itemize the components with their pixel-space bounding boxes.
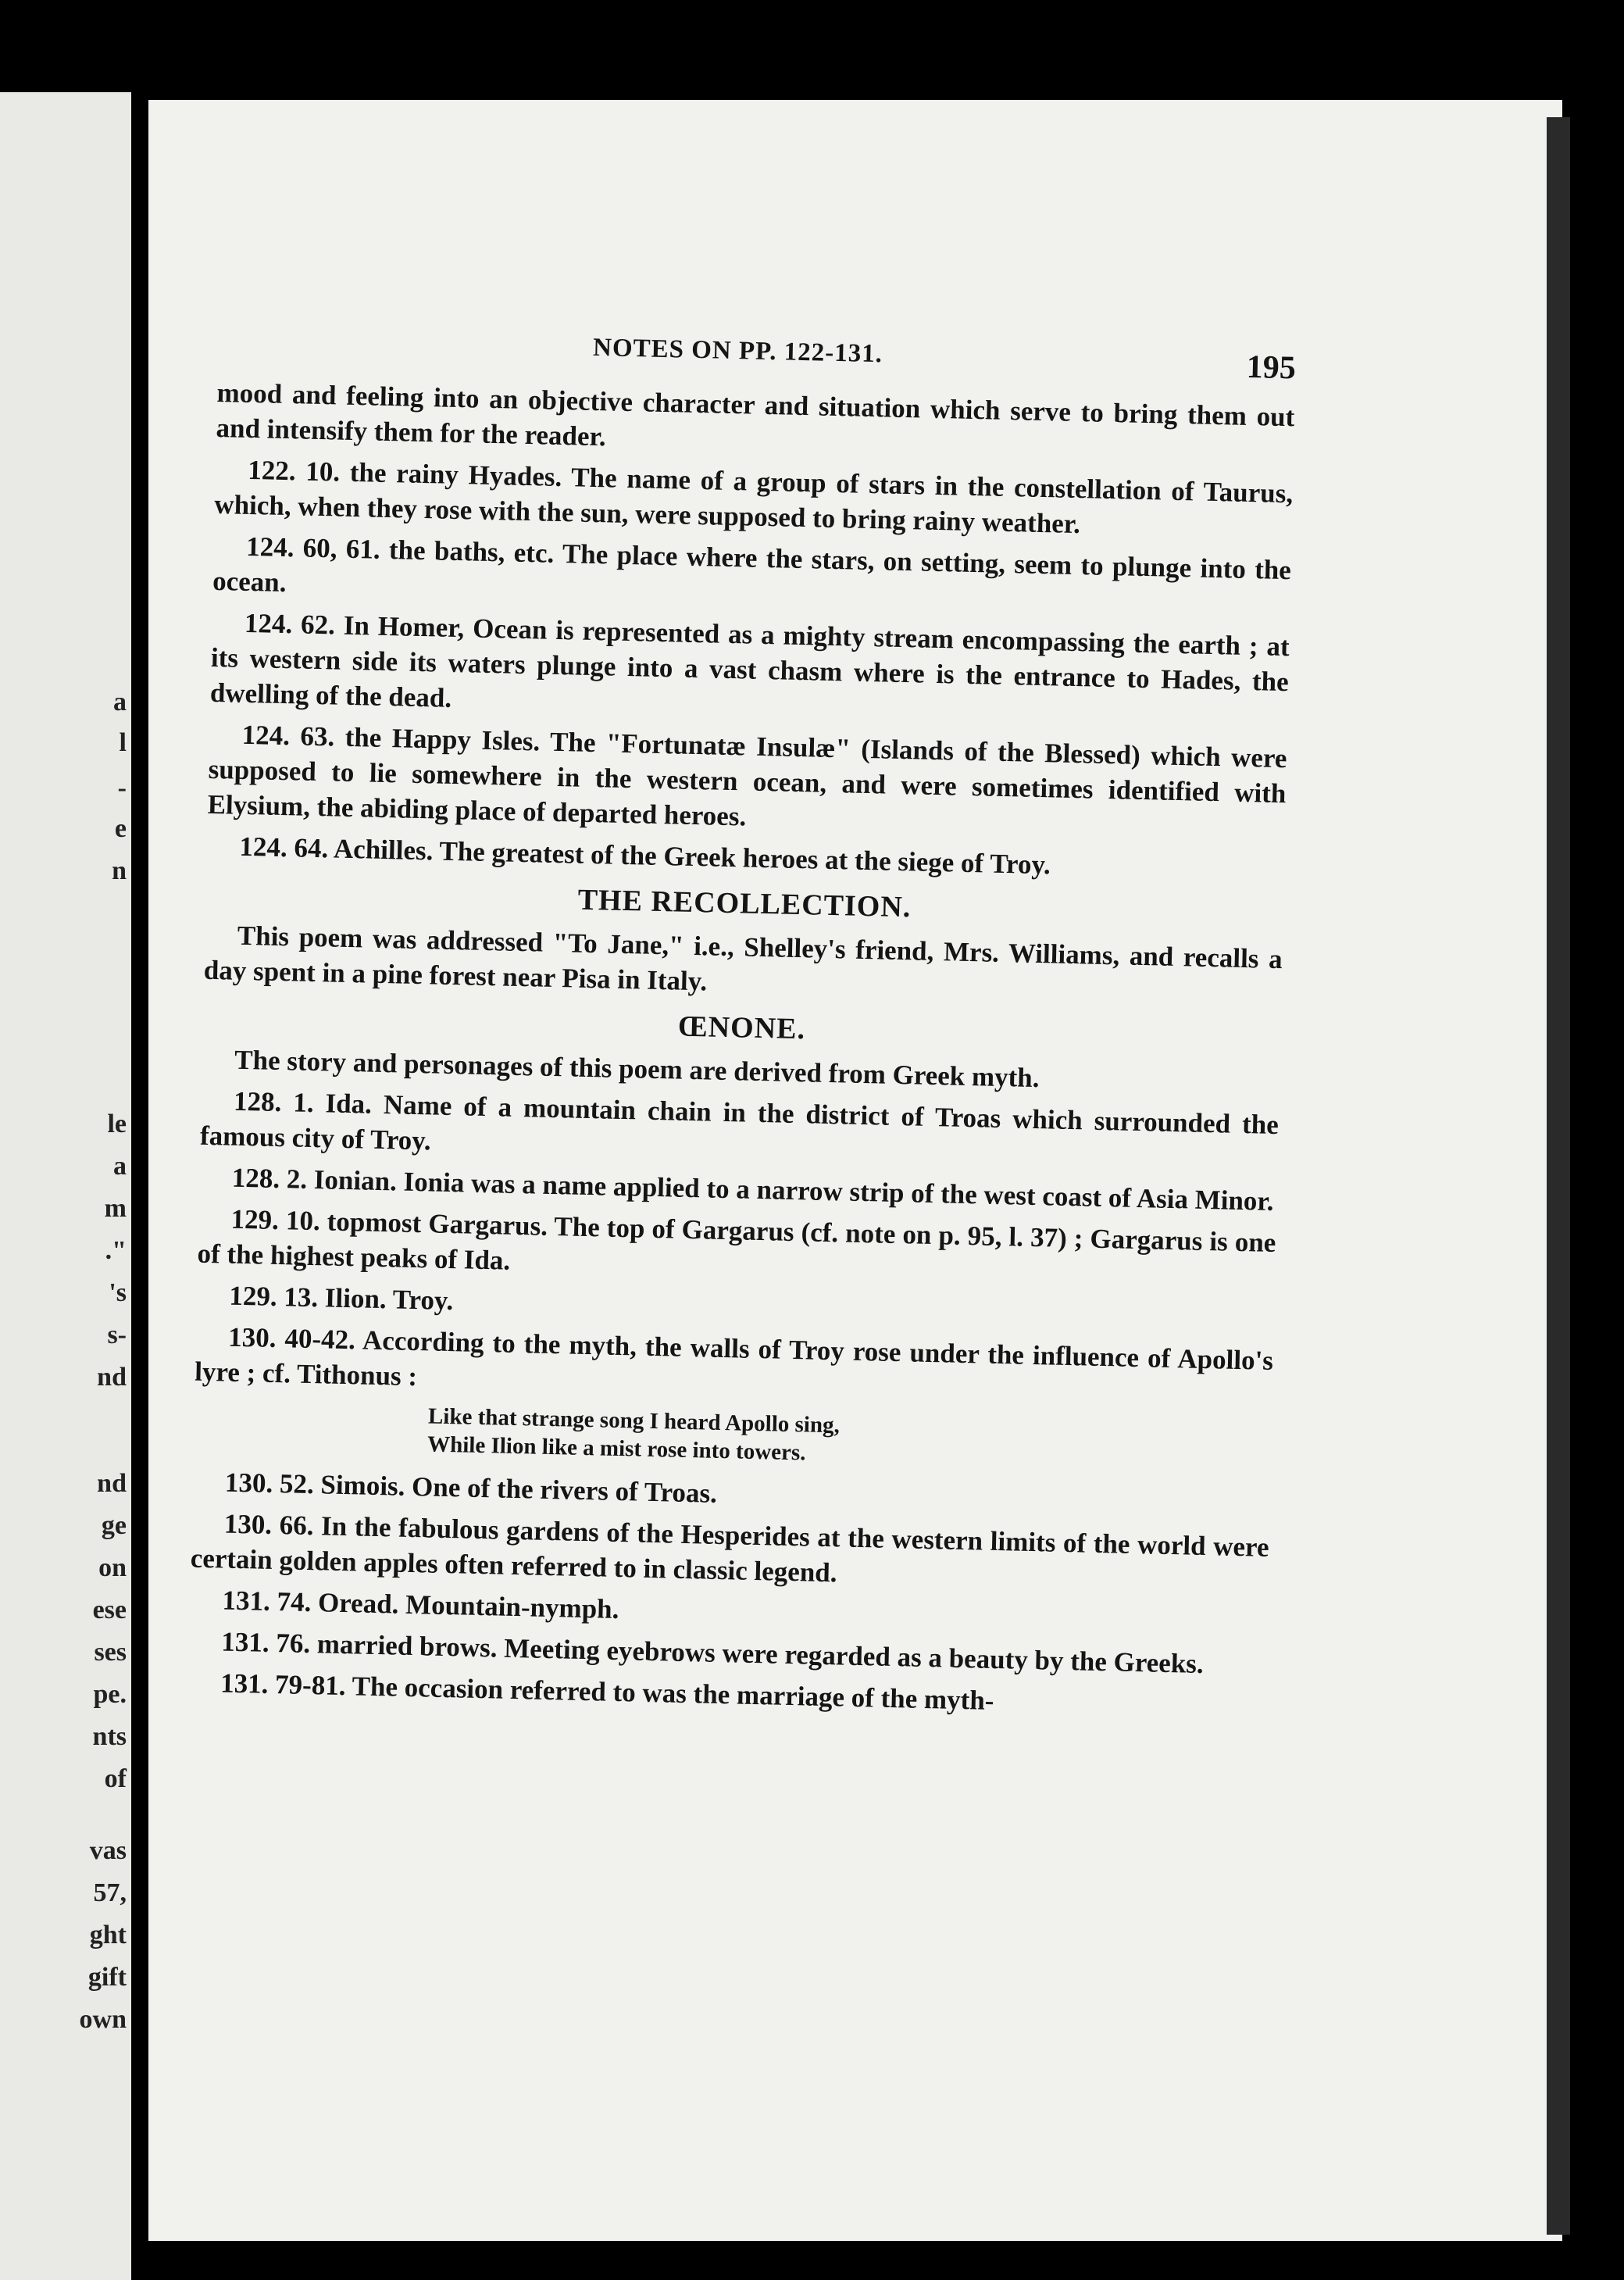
left-margin-fragment: pe. xyxy=(93,1680,127,1709)
note-text: The name of a group of stars in the constellation of Taurus, which, when they rose with the sun, were supposed to bring rainy weather. xyxy=(213,462,1294,540)
running-head: NOTES ON PP. 122-131. xyxy=(592,333,883,369)
left-margin-fragment: 's xyxy=(109,1278,127,1307)
verse-line: Like that strange song I heard Apollo sing, xyxy=(427,1403,841,1438)
left-margin-fragment: l xyxy=(119,728,127,757)
notes-section-b xyxy=(195,1042,1280,1413)
left-margin-fragment: ese xyxy=(92,1596,127,1624)
note-text: mood and feeling into an objective character and situation which serve to bring them out and intensify them for the reader. xyxy=(216,377,1295,452)
left-page-fragment xyxy=(0,92,131,2280)
note-paragraph xyxy=(209,605,1290,734)
note-text: The occasion referred to was the marriage of the myth- xyxy=(352,1671,994,1716)
note-text: The place where the stars, on setting, seem to plunge into the ocean. xyxy=(212,538,1292,599)
left-margin-fragment: vas xyxy=(89,1836,127,1865)
left-margin-fragment: a xyxy=(113,1152,127,1181)
verse-quotation xyxy=(427,1402,1272,1477)
note-reference: 130. 66. xyxy=(223,1508,322,1542)
note-text: Troy. xyxy=(392,1284,454,1317)
note-text: The story and personages of this poem are derived from Greek myth. xyxy=(234,1044,1040,1094)
note-text: In Homer, Ocean is represented as a mighty stream encompassing the earth ; at its western side its waters plunge into a vast chasm where is the entrance to Hades, the dwelling of the dead. xyxy=(209,609,1290,713)
note-text: Name of a mountain chain in the district of Troas which surrounded the famous city of Troy. xyxy=(199,1089,1280,1156)
page-number: 195 xyxy=(1246,348,1297,387)
left-margin-fragment: own xyxy=(79,2005,127,2034)
left-margin-fragment: s- xyxy=(107,1320,127,1349)
left-margin-fragment: a xyxy=(113,688,127,717)
note-reference: 131. 76. married brows. xyxy=(220,1626,505,1664)
note-reference: 124. 62. xyxy=(244,607,344,641)
note-reference: 129. 13. Ilion. xyxy=(229,1280,394,1315)
note-text: One of the rivers of Troas. xyxy=(411,1471,718,1509)
note-reference: 128. 1. Ida. xyxy=(233,1085,384,1120)
note-text: Ionia was a name applied to a narrow strip of the west coast of Asia Minor. xyxy=(403,1166,1274,1217)
left-margin-fragment: 57, xyxy=(93,1878,127,1907)
note-reference: 124. 64. Achilles. xyxy=(239,831,440,867)
page-edge xyxy=(1547,117,1570,2235)
note-reference: 131. 74. Oread. xyxy=(222,1585,406,1620)
note-reference: 124. 60, 61. the baths, etc. xyxy=(245,531,563,570)
left-margin-fragment: ght xyxy=(89,1921,127,1949)
left-margin-fragment: ." xyxy=(105,1236,127,1265)
left-margin-fragment: ge xyxy=(101,1511,127,1540)
left-margin-fragment: gift xyxy=(87,1963,127,1992)
left-margin-fragment: nd xyxy=(97,1469,127,1498)
note-text: Meeting eyebrows were regarded as a beauty by the Greeks. xyxy=(503,1632,1205,1680)
note-text: The greatest of the Greek heroes at the siege of Troy. xyxy=(439,835,1051,881)
left-margin-fragment: m xyxy=(104,1194,127,1223)
note-reference: 129. 10. topmost Gargarus. xyxy=(230,1203,555,1242)
recollection-paragraph: This poem was addressed "To Jane," i.e., Shelley's friend, Mrs. Williams, and recalls a day spent in a pine forest near Pisa in Italy. xyxy=(203,920,1283,997)
note-text: The top of Gargarus (cf. note on p. 95, l. 37) ; Gargarus is one of the highest peaks of Ida. xyxy=(197,1211,1276,1276)
notes-section-a xyxy=(206,375,1295,888)
left-margin-fragment: ses xyxy=(94,1638,127,1667)
note-text: In the fabulous gardens of the Hesperides at the western limits of the world were certain golden apples often referred to in classic legend. xyxy=(190,1510,1269,1588)
notes-section-c xyxy=(187,1464,1270,1724)
left-margin-fragment: of xyxy=(104,1764,127,1793)
note-text: According to the myth, the walls of Troy rose under the influence of Apollo's lyre ; cf. Tithonus : xyxy=(194,1324,1274,1392)
left-margin-fragment: e xyxy=(114,814,127,843)
note-text: Mountain-nymph. xyxy=(405,1588,619,1625)
note-reference: 128. 2. Ionian. xyxy=(231,1162,405,1197)
left-margin-fragment: on xyxy=(98,1553,127,1582)
left-margin-fragment: le xyxy=(107,1110,127,1138)
left-margin-fragment: nd xyxy=(97,1363,127,1392)
note-paragraph xyxy=(207,717,1287,846)
heading-oenone: ŒNONE. xyxy=(677,1010,806,1046)
note-reference: 130. 40-42. xyxy=(227,1321,363,1356)
page-text xyxy=(187,313,1297,1731)
note-reference: 124. 63. the Happy Isles. xyxy=(241,719,551,757)
note-reference: 130. 52. Simois. xyxy=(224,1467,412,1502)
heading-recollection: THE RECOLLECTION. xyxy=(577,883,912,924)
left-margin-fragment: n xyxy=(112,856,127,885)
left-margin-fragment: nts xyxy=(92,1722,127,1751)
verse-line: While Ilion like a mist rose into towers. xyxy=(427,1431,806,1466)
left-margin-fragment: - xyxy=(117,774,127,802)
note-text: The "Fortunatæ Insulæ" (Islands of the Blessed) which were supposed to lie somewhere in the western ocean, and were sometimes identified with Elysium, the abiding place of departed heroes. xyxy=(207,726,1287,832)
note-reference: 131. 79-81. xyxy=(220,1667,353,1702)
note-reference: 122. 10. the rainy Hyades. xyxy=(247,454,572,493)
